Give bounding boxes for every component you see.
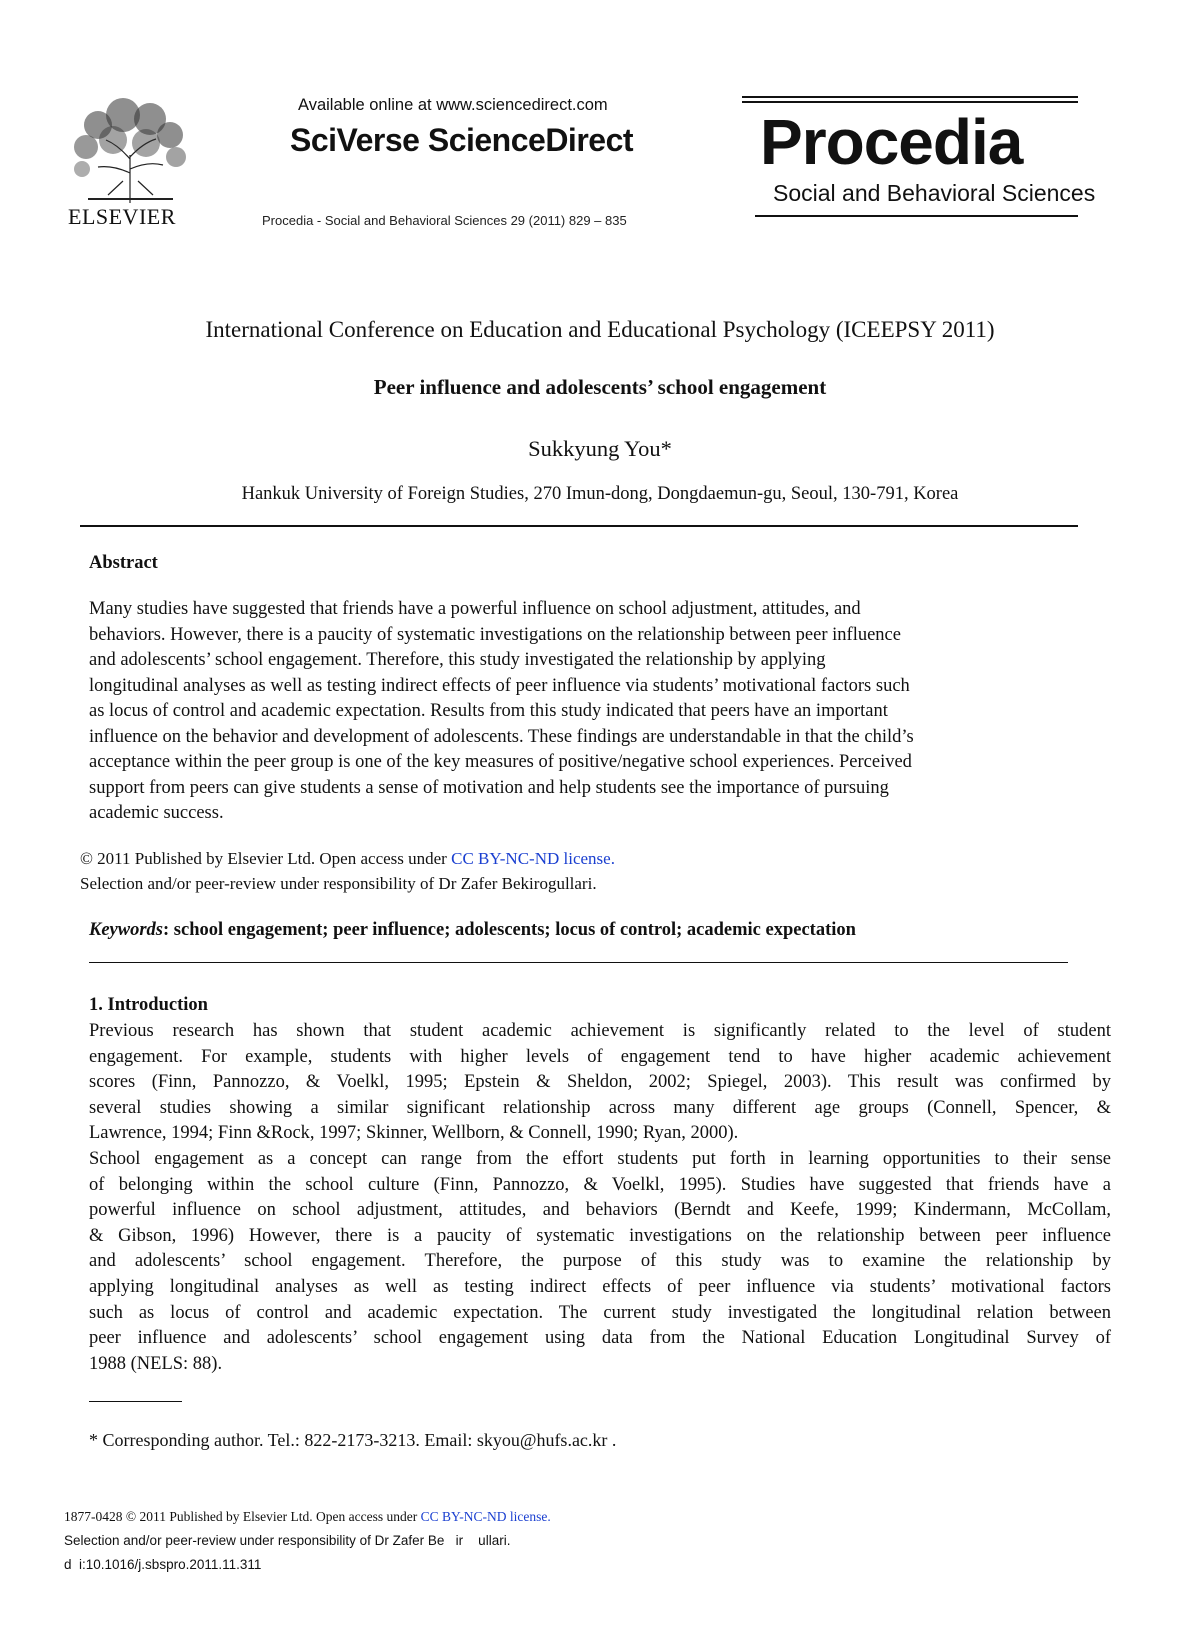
intro-line: of belonging within the school culture (Finn, Pannozzo, & Voelkl, 1995). Studies have suggested that friends have a — [89, 1174, 1111, 1195]
abstract-line: acceptance within the peer group is one of the key measures of positive/negative school experiences. Perceived — [89, 752, 912, 772]
journal-logo-text: Procedia — [760, 106, 1023, 178]
available-online-text: Available online at www.sciencedirect.com — [298, 96, 608, 114]
intro-line: several studies showing a similar significant relationship across many different age groups (Connell, Spencer, & — [89, 1097, 1111, 1118]
procedia-top-rule-2 — [742, 101, 1078, 103]
abstract-body — [89, 597, 1079, 827]
copyright-text: © 2011 Published by Elsevier Ltd. Open access under — [80, 849, 452, 868]
doi-text: d i:10.1016/j.sbspro.2011.11.311 — [64, 1557, 262, 1572]
abstract-line: academic success. — [89, 803, 224, 823]
journal-logo-subtitle: Social and Behavioral Sciences — [773, 180, 1096, 206]
issn-text: 1877-0428 © 2011 Published by Elsevier Ltd. Open access under — [64, 1509, 421, 1524]
copyright-notice — [80, 849, 615, 869]
publisher-wordmark: ELSEVIER — [68, 204, 176, 229]
footer-license-link[interactable]: CC BY-NC-ND license. — [420, 1509, 551, 1524]
journal-reference: Procedia - Social and Behavioral Sciences 29 (2011) 829 – 835 — [262, 213, 627, 228]
intro-line: School engagement as a concept can range from the effort students put forth in learning opportunities to their sense — [89, 1148, 1111, 1169]
abstract-line: influence on the behavior and development of adolescents. These findings are understandable in that the child’s — [89, 726, 914, 747]
platform-logo-text: SciVerse ScienceDirect — [290, 122, 634, 158]
author-name: Sukkyung You* — [528, 436, 672, 461]
abstract-line: as locus of control and academic expectation. Results from this study indicated that peers have an important — [89, 701, 888, 721]
abstract-line: support from peers can give students a sense of motivation and help students see the importance of pursuing — [89, 777, 889, 798]
introduction-body — [89, 1019, 1111, 1377]
intro-line: engagement. For example, students with higher levels of engagement tend to have higher academic achievement — [89, 1046, 1111, 1067]
intro-line: Previous research has shown that student academic achievement is significantly related to the level of student — [89, 1021, 1111, 1041]
intro-line: powerful influence on school adjustment, attitudes, and behaviors (Berndt and Keefe, 1999; Kindermann, McCollam, — [89, 1200, 1111, 1221]
license-link[interactable]: CC BY-NC-ND license. — [451, 849, 615, 868]
keywords-label: Keywords — [89, 920, 163, 940]
footer-peer-review-notice: Selection and/or peer-review under responsibility of Dr Zafer Be ir ullari. — [64, 1533, 511, 1548]
intro-line: applying longitudinal analyses as well as testing indirect effects of peer influence via students’ motivational factors — [89, 1276, 1111, 1297]
keywords-line — [89, 920, 856, 941]
procedia-top-rule-1 — [742, 96, 1078, 98]
abstract-line: longitudinal analyses as well as testing indirect effects of peer influence via students’ motivational factors such — [89, 675, 910, 696]
article-title: Peer influence and adolescents’ school engagement — [373, 375, 827, 399]
keywords-bottom-rule — [89, 962, 1068, 963]
intro-line: 1988 (NELS: 88). — [89, 1353, 223, 1374]
corresponding-author-footnote: * Corresponding author. Tel.: 822-2173-3213. Email: skyou@hufs.ac.kr . — [89, 1430, 617, 1450]
keywords-list: : school engagement; peer influence; adolescents; locus of control; academic expectation — [163, 920, 856, 940]
abstract-line: and adolescents’ school engagement. Therefore, this study investigated the relationship by applying — [89, 650, 826, 670]
issn-notice — [64, 1509, 551, 1525]
intro-line: Lawrence, 1994; Finn &Rock, 1997; Skinner, Wellborn, & Connell, 1990; Ryan, 2000). — [89, 1123, 739, 1144]
conference-name: International Conference on Education and Educational Psychology (ICEEPSY 2011) — [205, 317, 995, 342]
intro-line: scores (Finn, Pannozzo, & Voelkl, 1995; Epstein & Sheldon, 2002; Spiegel, 2003). This result was confirmed by — [89, 1072, 1111, 1093]
abstract-line: Many studies have suggested that friends have a powerful influence on school adjustment, attitudes, and — [89, 599, 861, 619]
peer-review-notice: Selection and/or peer-review under responsibility of Dr Zafer Bekirogullari. — [80, 874, 597, 893]
abstract-top-rule — [80, 525, 1078, 527]
intro-line: & Gibson, 1996) However, there is a paucity of systematic investigations on the relationship between peer influence — [89, 1225, 1111, 1246]
abstract-heading: Abstract — [89, 553, 158, 573]
footnote-rule — [89, 1401, 182, 1402]
section-heading-introduction: 1. Introduction — [89, 995, 208, 1015]
elsevier-tree-logo — [68, 95, 193, 203]
procedia-bottom-rule — [755, 215, 1078, 217]
author-affiliation: Hankuk University of Foreign Studies, 270 Imun-dong, Dongdaemun-gu, Seoul, 130-791, Korea — [241, 484, 959, 504]
intro-line: and adolescents’ school engagement. Therefore, the purpose of this study was to examine the relationship by — [89, 1251, 1111, 1272]
abstract-line: behaviors. However, there is a paucity of systematic investigations on the relationship between peer influence — [89, 624, 901, 645]
intro-line: peer influence and adolescents’ school engagement using data from the National Education Longitudinal Survey of — [89, 1328, 1111, 1349]
intro-line: such as locus of control and academic expectation. The current study investigated the longitudinal relation between — [89, 1302, 1111, 1323]
